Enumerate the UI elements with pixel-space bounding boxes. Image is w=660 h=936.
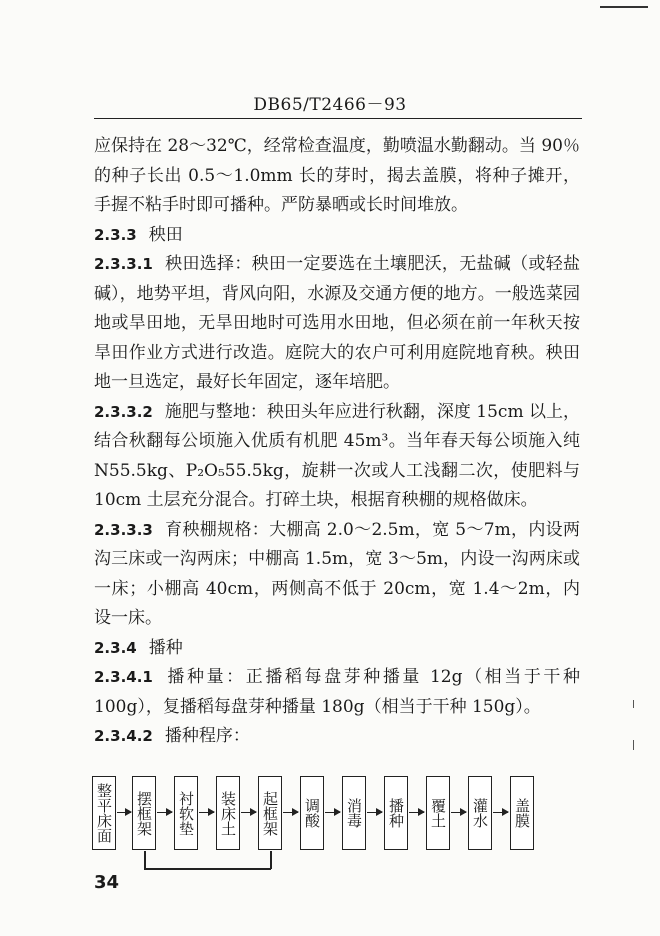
paragraph-2-3-3-3 <box>94 516 580 634</box>
flow-arrow <box>367 812 382 813</box>
body-text <box>94 132 580 752</box>
flow-arrow <box>451 812 466 813</box>
loop-line-right <box>270 851 272 869</box>
flow-step-2: 摆框架 <box>132 776 156 850</box>
paragraph-continuation <box>94 132 580 221</box>
flow-arrow <box>117 812 131 813</box>
section-number: 2.3.3.3 <box>94 520 153 539</box>
paragraph-text: 播种量：正播稻每盘芽种播量 12g（相当于干种 100g），复播稻每盘芽种播量 180g（相当于干种 150g）。 <box>94 667 580 717</box>
flow-arrow <box>241 812 256 813</box>
section-number: 2.3.4.2 <box>94 727 153 745</box>
section-title: 播种 <box>148 637 183 658</box>
flow-step-9: 覆土 <box>426 776 450 850</box>
flow-arrow <box>325 812 340 813</box>
section-heading-2-3-4 <box>94 634 580 664</box>
flow-step-7: 消毒 <box>342 776 366 850</box>
flow-step-10: 灌水 <box>468 776 492 850</box>
scan-mark <box>633 740 635 750</box>
flow-arrow <box>157 812 172 813</box>
paragraph-2-3-4-1 <box>94 663 580 722</box>
paragraph-2-3-3-1 <box>94 250 580 398</box>
sowing-flowchart <box>92 776 592 876</box>
section-number: 2.3.3 <box>94 225 137 244</box>
flow-arrow <box>283 812 298 813</box>
flow-arrow <box>409 812 424 813</box>
page-number: 34 <box>94 872 120 893</box>
section-number: 2.3.3.1 <box>94 255 153 273</box>
flow-step-11: 盖膜 <box>510 776 534 850</box>
section-heading-2-3-3 <box>94 221 580 251</box>
section-number: 2.3.3.2 <box>94 402 153 421</box>
paragraph-text: 应保持在 28～32℃，经常检查温度，勤喷温水勤翻动。当 90％的种子长出 0.5～1.0mm 长的芽时，揭去盖膜，将种子摊开，手握不粘手时即可播种。严防暴晒或长时间堆放。 <box>94 136 580 215</box>
paragraph-text: 育秧棚规格：大棚高 2.0～2.5m，宽 5～7m，内设两沟三床或一沟两床；中棚高 1.5m，宽 3～5m，内设一沟两床或一床；小棚高 40cm，两侧高不低于 20cm，宽 1.4～2m，内设一床。 <box>94 519 580 628</box>
corner-mark <box>600 6 648 8</box>
flow-step-6: 调酸 <box>300 776 324 850</box>
section-title: 秧田 <box>148 224 183 245</box>
flow-step-4: 装床土 <box>216 776 240 850</box>
flow-arrow <box>199 812 214 813</box>
flow-step-5: 起框架 <box>258 776 282 850</box>
scan-mark <box>633 700 635 708</box>
flow-arrow <box>493 812 508 813</box>
loop-line-bottom <box>144 868 271 870</box>
section-number: 2.3.4 <box>94 638 137 657</box>
paragraph-2-3-4-2 <box>94 722 580 752</box>
standard-code-header: DB65/T2466－93 <box>253 95 407 115</box>
paragraph-text: 施肥与整地：秧田头年应进行秋翻，深度 15cm 以上，结合秋翻每公顷施入优质有机肥 45m³。当年春天每公顷施入纯 N55.5kg、P₂O₅55.5kg，旋耕一次或人工浅翻二次，使肥料与 10cm 土层充分混合。打碎土块，根据育秧棚的规格做床。 <box>94 401 580 510</box>
flow-step-1: 整平床面 <box>92 776 116 850</box>
paragraph-text: 播种程序： <box>164 726 250 746</box>
flow-step-3: 衬软垫 <box>174 776 198 850</box>
flow-step-8: 播种 <box>384 776 408 850</box>
paragraph-text: 秧田选择：秧田一定要选在土壤肥沃，无盐碱（或轻盐碱），地势平坦，背风向阳，水源及交通方便的地方。一般选菜园地或旱田地，无旱田地时可选用水田地，但必须在前一年秋天按旱田作业方式进行改造。庭院大的农户可利用庭院地育秧。秧田地一旦选定，最好长年固定，逐年培肥。 <box>94 254 580 392</box>
header-rule <box>94 118 582 119</box>
loop-line-left <box>144 851 146 869</box>
section-number: 2.3.4.1 <box>94 668 153 686</box>
paragraph-2-3-3-2 <box>94 398 580 516</box>
